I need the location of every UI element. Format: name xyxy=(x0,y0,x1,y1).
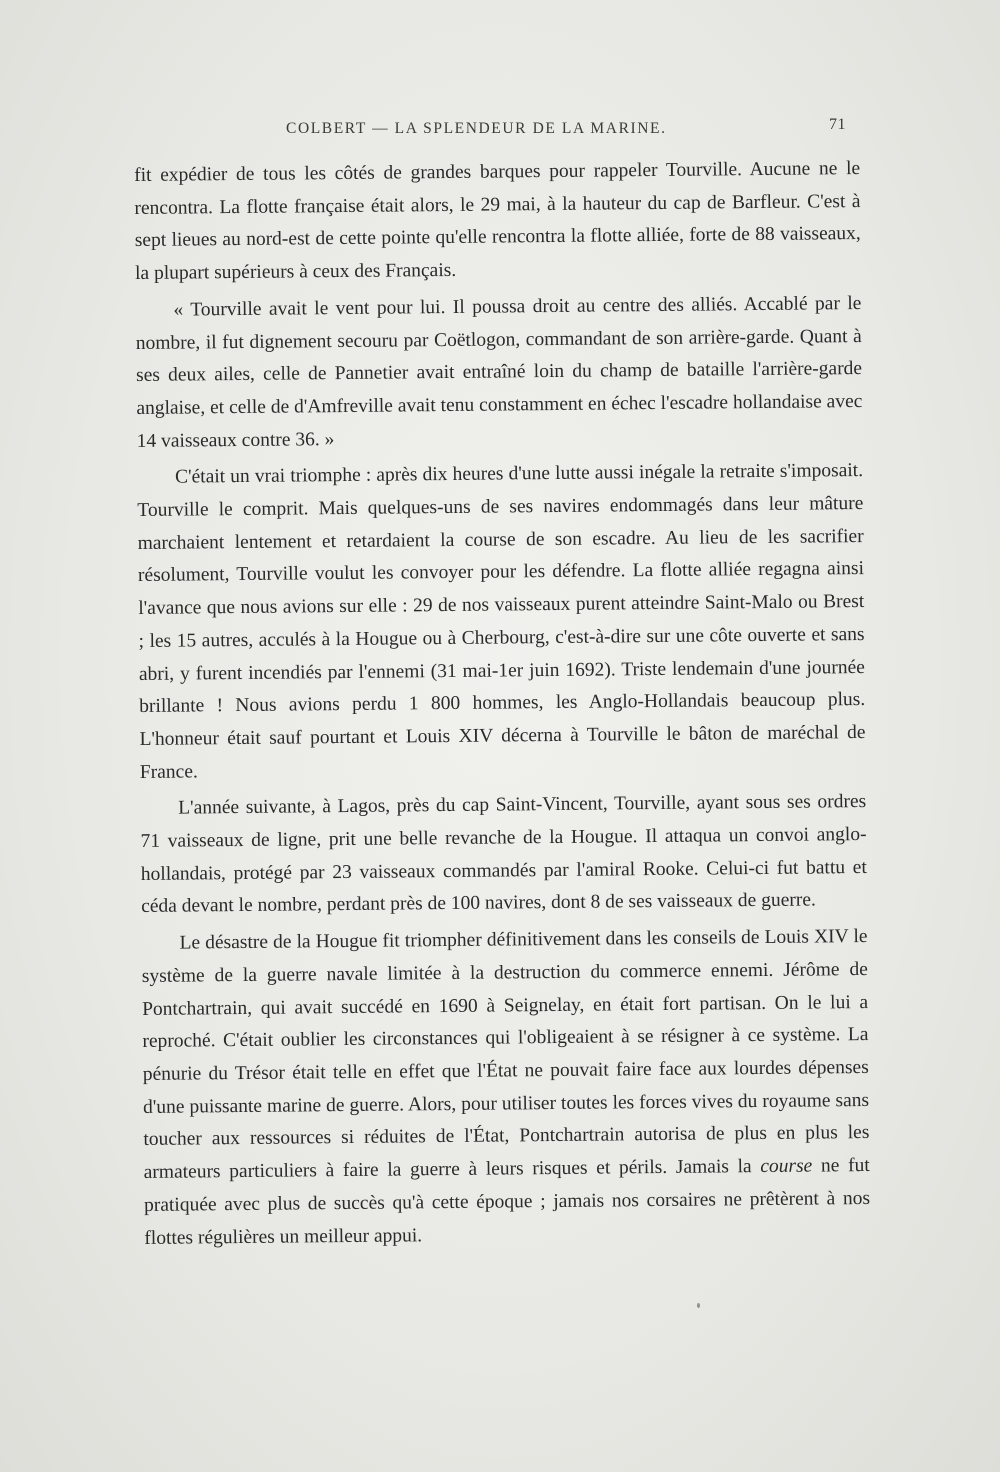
italic-word-course: course xyxy=(760,1155,813,1178)
paragraph-1: fit expédier de tous les côtés de grandes barques pour rappeler Tourville. Aucune ne le rencontra. La flotte française était alors, le 29 mai, à la hauteur du cap de Barfleur. C'est à sept lieues au nord-est de cette pointe qu'elle rencontra la flotte alliée, forte de 88 vaisseaux, la plupart supérieurs à ceux des Français. xyxy=(134,158,861,285)
paragraph-5 xyxy=(141,921,870,1255)
paragraph-2: « Tourville avait le vent pour lui. Il poussa droit au centre des alliés. Accablé par le nombre, il fut dignement secouru par Coëtlogon, commandant de son arrière-garde. Quant à ses deux ailes, celle de Pannetier avait entraîné loin du champ de bataille l'arrière-garde anglaise, et celle de d'Amfreville avait tenu constamment en échec l'escadre hollandaise avec 14 vaisseaux contre 36. » xyxy=(135,292,863,452)
paragraph-5-part-1: Le désastre de la Hougue fit triompher définitivement dans les conseils de Louis XIV le système de la guerre navale limitée à la destruction du commerce ennemi. Jérôme de Pontchartrain, qui avait succédé en 1690 à Seignelay, en était fort partisan. On le lui a reproché. C'était oublier les circonstances qui l'obligeaient à se résigner à ce système. La pénurie du Trésor était telle en effet que l'État ne pouvait faire face aux lourdes dépenses d'une puissante marine de guerre. Alors, pour utiliser toutes les forces vives du royaume sans toucher aux ressources si réduites de l'État, Pontchartrain autorisa de plus en plus les armateurs particuliers à faire la guerre à leurs risques et périls. Jamais la xyxy=(141,926,870,1184)
body-text xyxy=(134,153,870,1255)
running-title: COLBERT — LA SPLENDEUR DE LA MARINE. xyxy=(286,120,667,137)
running-header xyxy=(286,116,846,144)
ink-speck xyxy=(697,1303,700,1308)
page-number: 71 xyxy=(829,116,846,133)
paragraph-4: L'année suivante, à Lagos, près du cap Saint-Vincent, Tourville, ayant sous ses ordres 71 vaisseaux de ligne, prit une belle revanche de la Hougue. Il attaqua un convoi anglo-hollandais, protégé par 23 vaisseaux commandés par l'amiral Rooke. Celui-ci fut battu et céda devant le nombre, perdant près de 100 navires, dont 8 de ses vaisseaux de guerre. xyxy=(140,791,867,918)
paragraph-5-part-2: ne fut pratiquée avec plus de succès qu'à cette époque ; jamais nos corsaires ne prêtèrent à nos flottes régulières un meilleur appui. xyxy=(143,1155,871,1249)
paragraph-3: C'était un vrai triomphe : après dix heures d'une lutte aussi inégale la retraite s'imposait. Tourville le comprit. Mais quelques-uns de ses navires endommagés dans leur mâture marchaient lentement et retardaient la course de son escadre. Au lieu de les sacrifier résolument, Tourville voulut les convoyer pour les défendre. La flotte alliée regagna ainsi l'avance que nous avions sur elle : 29 de nos vaisseaux purent atteindre Saint-Malo ou Brest ; les 15 autres, acculés à la Hougue ou à Cherbourg, c'est-à-dire sur une côte ouverte et sans abri, y furent incendiés par l'ennemi (31 mai-1er juin 1692). Triste lendemain d'une journée brillante ! Nous avions perdu 1 800 hommes, les Anglo-Hollandais beaucoup plus. L'honneur était sauf pourtant et Louis XIV décerna à Tourville le bâton de maréchal de France. xyxy=(137,460,866,783)
